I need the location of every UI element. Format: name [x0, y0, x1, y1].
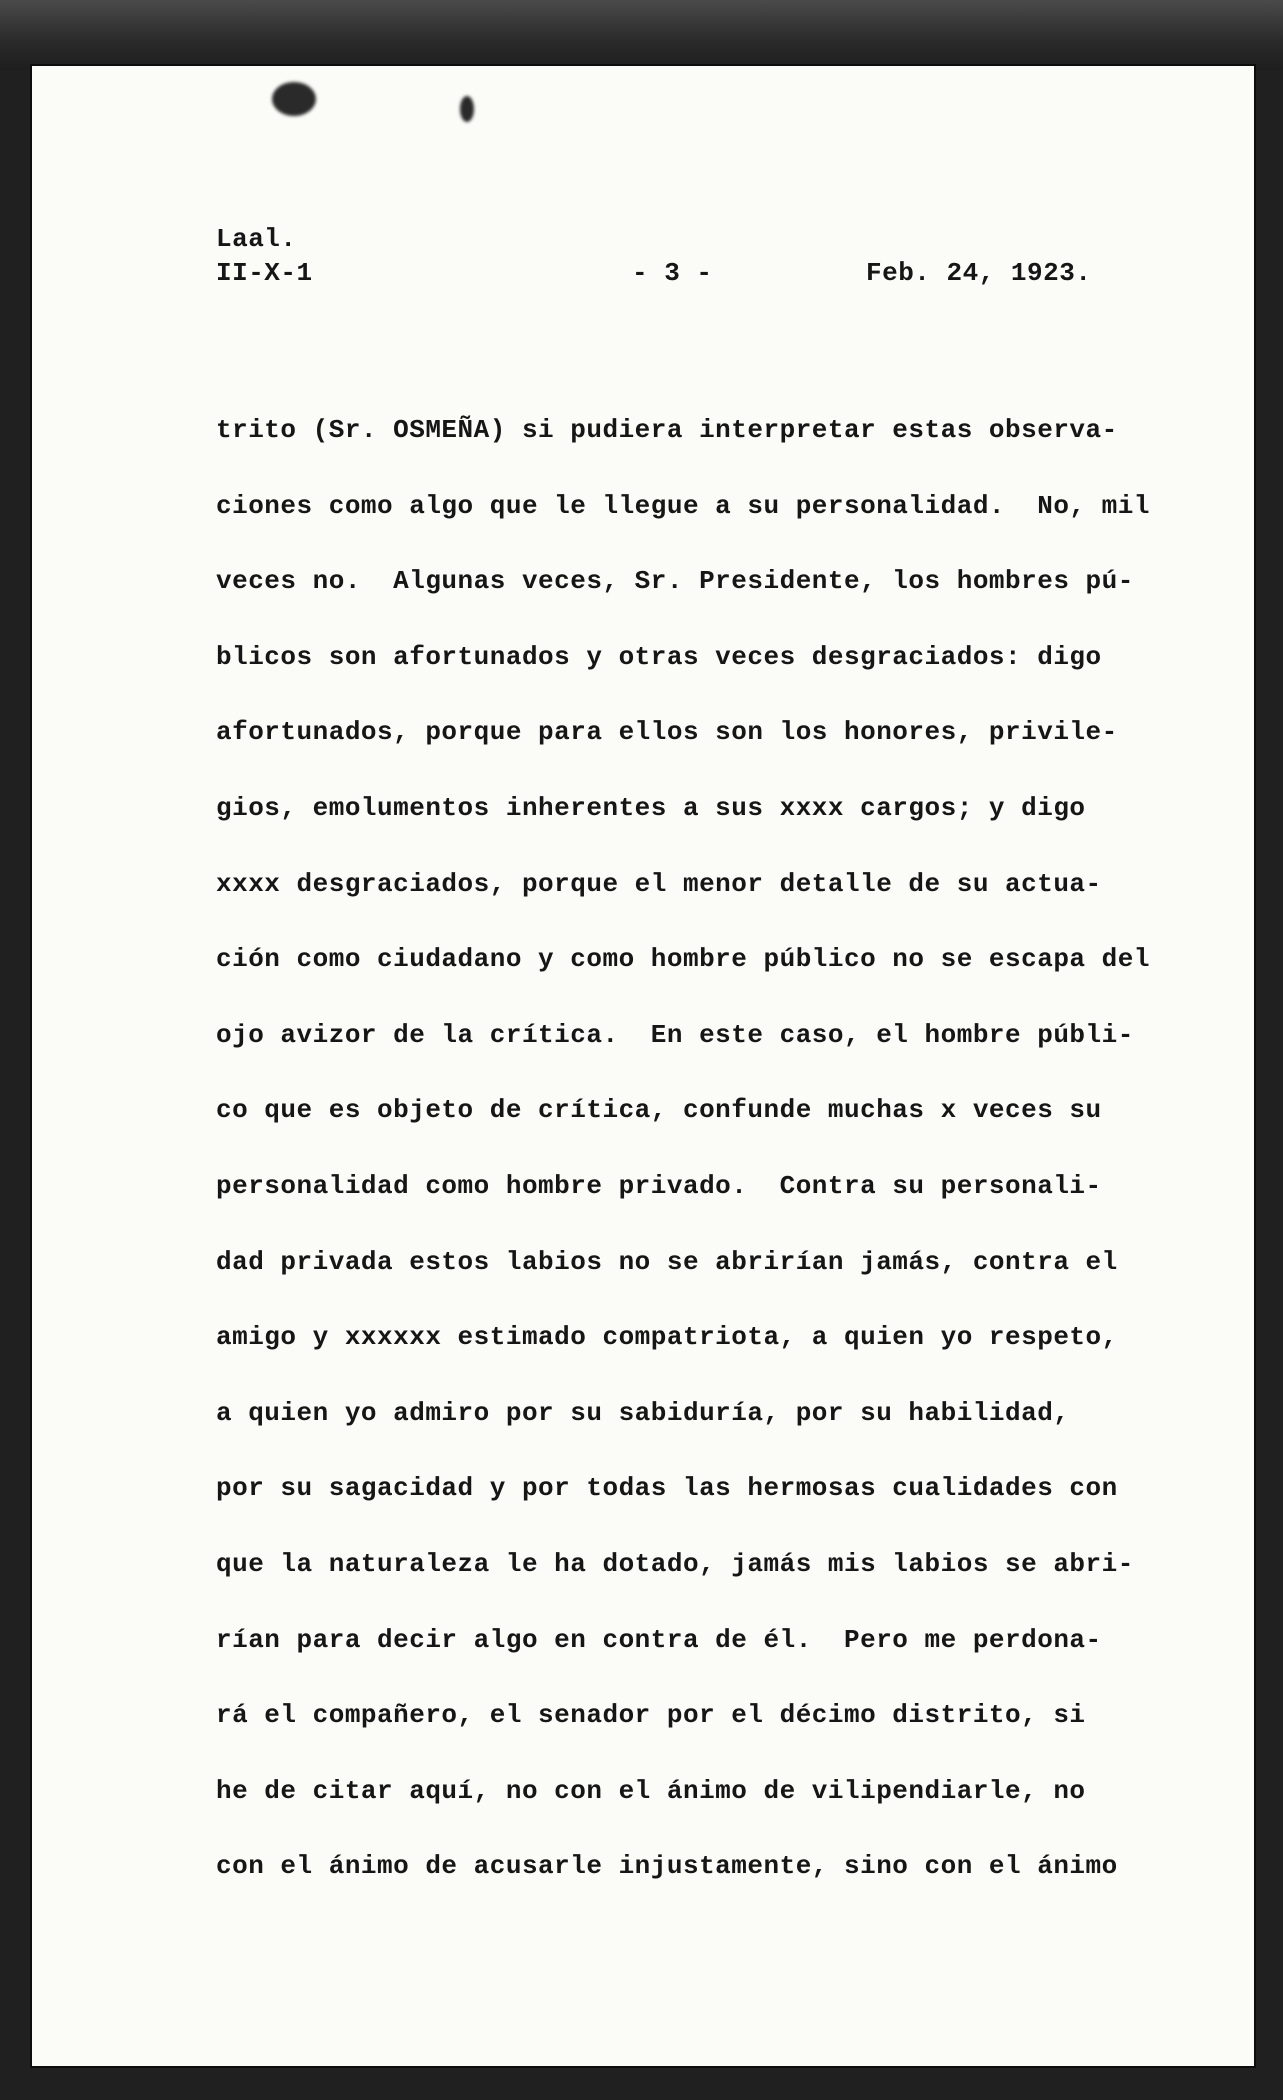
text-line: co que es objeto de crítica, confunde muchas x veces su [216, 1095, 1102, 1126]
page-number: - 3 - [632, 258, 713, 288]
text-line: he de citar aquí, no con el ánimo de vilipendiarle, no [216, 1775, 1086, 1806]
text-line: por su sagacidad y por todas las hermosas cualidades con [216, 1473, 1118, 1504]
text-line: afortunados, porque para ellos son los honores, privile- [216, 717, 1118, 748]
text-line: veces no. Algunas veces, Sr. Presidente, los hombres pú- [216, 566, 1134, 597]
text-line: xxxx desgraciados, porque el menor detalle de su actua- [216, 868, 1102, 899]
text-line: personalidad como hombre privado. Contra su personali- [216, 1170, 1102, 1201]
text-line: ojo avizor de la crítica. En este caso, el hombre públi- [216, 1019, 1134, 1050]
ink-smudge [272, 82, 316, 116]
text-line: blicos son afortunados y otras veces desgraciados: digo [216, 641, 1102, 672]
document-body [216, 412, 1150, 1924]
text-line: ciones como algo que le llegue a su personalidad. No, mil [216, 490, 1150, 521]
text-line: trito (Sr. OSMEÑA) si pudiera interpretar estas observa- [216, 415, 1118, 445]
text-line: amigo y xxxxxx estimado compatriota, a quien yo respeto, [216, 1322, 1118, 1353]
text-line: rían para decir algo en contra de él. Pero me perdona- [216, 1624, 1102, 1655]
text-line: gios, emolumentos inherentes a sus xxxx cargos; y digo [216, 792, 1086, 823]
document-header [216, 222, 1116, 290]
text-line: dad privada estos labios no se abrirían jamás, contra el [216, 1246, 1118, 1277]
reference-code-line-1: Laal. [216, 224, 297, 254]
text-line: con el ánimo de acusarle injustamente, sino con el ánimo [216, 1851, 1118, 1882]
text-line: rá el compañero, el senador por el décimo distrito, si [216, 1700, 1086, 1731]
text-line: que la naturaleza le ha dotado, jamás mis labios se abri- [216, 1548, 1134, 1579]
text-line: ción como ciudadano y como hombre público no se escapa del [216, 944, 1150, 975]
scan-top-edge [0, 0, 1283, 70]
reference-code-line-2: II-X-1 [216, 258, 313, 288]
ink-smudge [460, 96, 474, 122]
text-line: a quien yo admiro por su sabiduría, por su habilidad, [216, 1397, 1070, 1428]
document-date: Feb. 24, 1923. [866, 258, 1092, 288]
